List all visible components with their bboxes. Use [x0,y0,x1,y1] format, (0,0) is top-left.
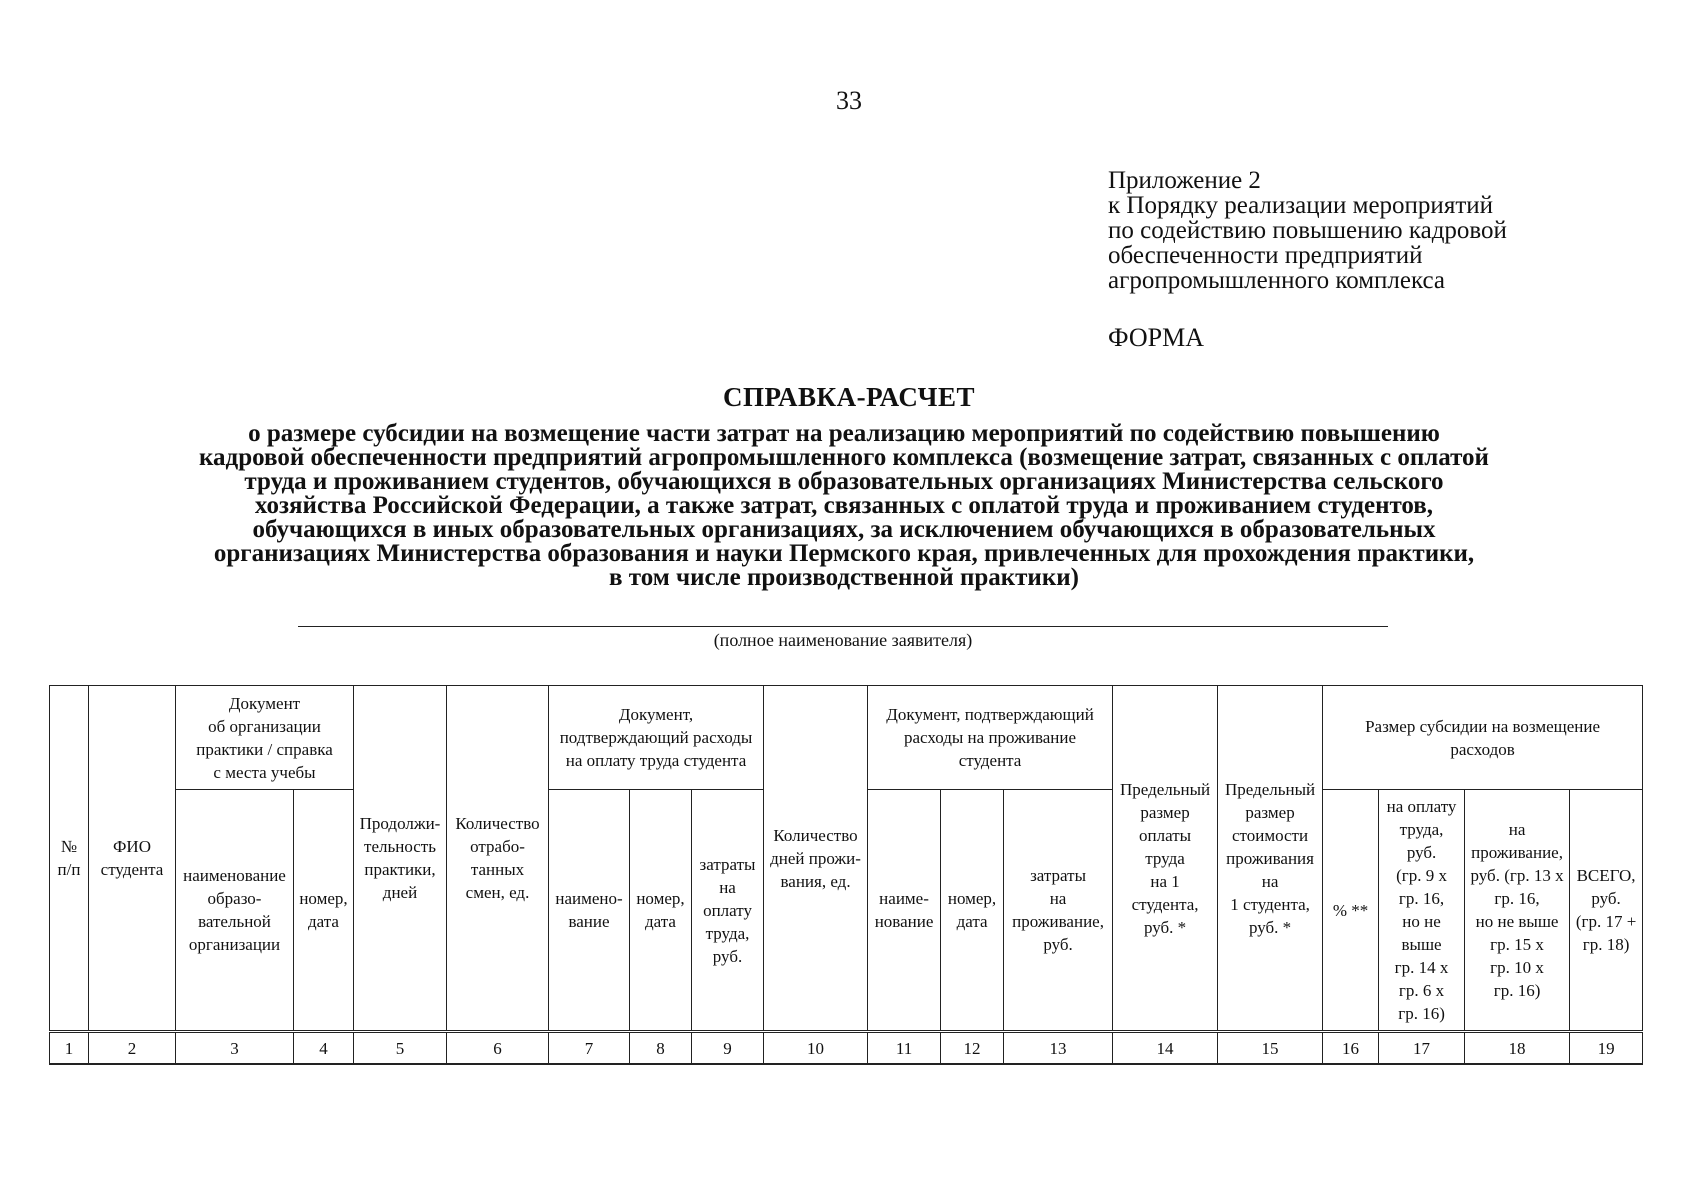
header-subsidy-pay: на оплату труда, руб. (гр. 9 х гр. 16, но не выше гр. 14 х гр. 6 х гр. 16) [1379,790,1465,1032]
column-number: 8 [630,1032,692,1065]
calculation-table [49,685,1643,1065]
column-number: 7 [549,1032,630,1065]
subtitle-line: труда и проживанием студентов, обучающихся в образовательных организациях Министерства сельского [244,468,1444,495]
subtitle-line: обучающихся в иных образовательных организациях, за исключением обучающихся в образовательных [252,516,1436,543]
column-number: 10 [764,1032,868,1065]
column-number: 18 [1465,1032,1570,1065]
subtitle-line: хозяйства Российской Федерации, а также затрат, связанных с оплатой труда и проживанием студентов, [254,492,1434,519]
header-subsidy-size: Размер субсидии на возмещение расходов [1323,686,1643,790]
document-title: СПРАВКА-РАСЧЕТ [723,382,975,412]
page-number: 33 [836,86,862,115]
column-number: 17 [1379,1032,1465,1065]
appendix-line: агропромышленного комплекса [1108,267,1446,294]
header-pay-doc-name: наимено- вание [549,790,630,1032]
header-org-number-date: номер, дата [294,790,354,1032]
column-number: 16 [1323,1032,1379,1065]
appendix-line: Приложение 2 [1108,167,1261,194]
header-pay-document: Документ, подтверждающий расходы на оплату труда студента [549,686,764,790]
column-number: 1 [50,1032,89,1065]
column-number: 11 [868,1032,941,1065]
form-label: ФОРМА [1108,323,1204,352]
header-living-limit: Предельный размер стоимости проживания на 1 студента, руб. * [1218,686,1323,1032]
document-subtitle [80,422,1608,590]
subtitle-line: организациях Министерства образования и науки Пермского края, привлеченных для прохождения практики, [213,540,1475,567]
column-number: 4 [294,1032,354,1065]
header-pay-doc-number-date: номер, дата [630,790,692,1032]
header-number: № п/п [50,686,89,1032]
header-subsidy-total: ВСЕГО, руб. (гр. 17 + гр. 18) [1570,790,1643,1032]
header-living-document: Документ, подтверждающий расходы на проживание студента [868,686,1113,790]
header-living-cost: затраты на проживание, руб. [1004,790,1113,1032]
column-number: 6 [447,1032,549,1065]
header-practice-document: Документ об организации практики / справка с места учебы [176,686,354,790]
header-duration: Продолжи- тельность практики, дней [354,686,447,1032]
column-number-row [50,1032,1643,1065]
column-number: 2 [89,1032,176,1065]
column-number: 3 [176,1032,294,1065]
applicant-caption: (полное наименование заявителя) [713,630,973,650]
subtitle-line: кадровой обеспеченности предприятий агропромышленного комплекса (возмещение затрат, связанных с оплатой [199,444,1489,471]
header-org-name: наименование образо- вательной организации [176,790,294,1032]
subtitle-line: в том числе производственной практики) [609,564,1079,591]
appendix-line: к Порядку реализации мероприятий [1108,192,1493,219]
header-pay-limit: Предельный размер оплаты труда на 1 студента, руб. * [1113,686,1218,1032]
header-living-doc-name: наиме- нование [868,790,941,1032]
header-pay-cost: затраты на оплату труда, руб. [692,790,764,1032]
header-living-days: Количество дней прожи- вания, ед. [764,686,868,1032]
column-number: 14 [1113,1032,1218,1065]
column-number: 5 [354,1032,447,1065]
column-number: 19 [1570,1032,1643,1065]
applicant-name-line [298,626,1388,627]
subtitle-line: о размере субсидии на возмещение части затрат на реализацию мероприятий по содействию повышению [248,420,1440,447]
header-living-doc-number-date: номер, дата [941,790,1004,1032]
header-percent: % ** [1323,790,1379,1032]
appendix-block [1108,168,1507,293]
header-student-name: ФИО студента [89,686,176,1032]
appendix-line: по содействию повышению кадровой [1108,217,1507,244]
header-shifts: Количество отрабо- танных смен, ед. [447,686,549,1032]
column-number: 9 [692,1032,764,1065]
header-subsidy-living: на проживание, руб. (гр. 13 х гр. 16, но не выше гр. 15 х гр. 10 х гр. 16) [1465,790,1570,1032]
appendix-line: обеспеченности предприятий [1108,242,1423,269]
table-header-row [50,686,1643,790]
column-number: 12 [941,1032,1004,1065]
column-number: 13 [1004,1032,1113,1065]
column-number: 15 [1218,1032,1323,1065]
